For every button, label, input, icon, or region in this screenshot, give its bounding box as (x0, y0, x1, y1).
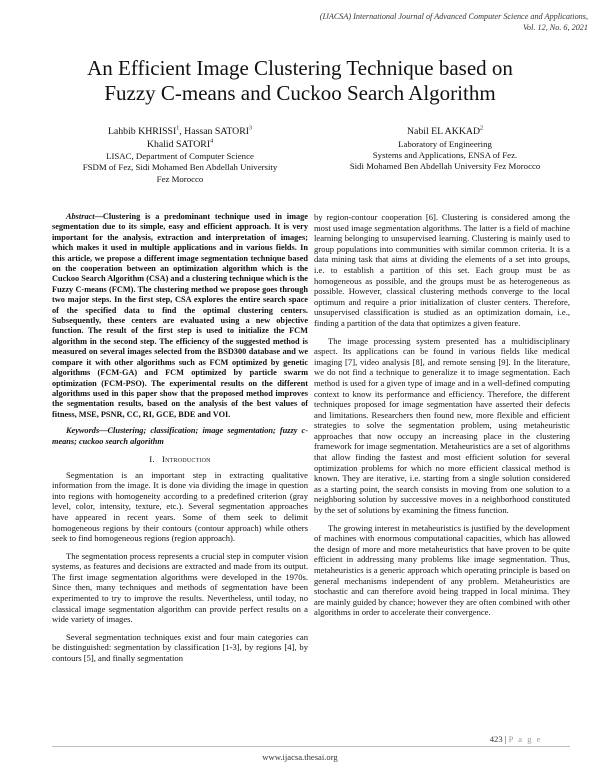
affiliation-line: Laboratory of Engineering (398, 138, 492, 149)
left-column (52, 212, 308, 671)
paper-title (30, 56, 570, 106)
paragraph: The segmentation process represents a crucial step in computer vision systems, as features and decisions are extracted and made from its output. The first image segmentation algorithms were developed in the 1970s. Since then, many techniques and methods of segmentation have been experimented to try to improve the results. Nevertheless, until today, no classical image segmentation algorithm can provide perfect results on a wide variety of images. (52, 550, 308, 625)
author-name: Nabil EL AKKAD (406, 126, 481, 137)
affiliation-line: Systems and Applications, ENSA of Fez. (372, 149, 518, 160)
paragraph: Several segmentation techniques exist and four main categories can be distinguished: segmentation by classification [1-3], by regions [4], by contours [5], and finally segmentation (52, 631, 308, 664)
abstract-label: Abstract (66, 212, 95, 221)
affiliation-line: LISAC, Department of Computer Science (106, 151, 254, 161)
section-title: Introduction (162, 453, 211, 464)
affiliation-line: FSDM of Fez, Sidi Mohamed Ben Abdellah University (82, 162, 278, 173)
author-sup: 4 (210, 138, 214, 145)
author-line (320, 126, 570, 139)
author-sup: 1 (176, 125, 180, 132)
author-line-1 (52, 126, 308, 139)
author-name: , Hassan SATORI (179, 126, 250, 137)
keywords: Keywords—Clustering; classification; image segmentation; fuzzy c-means; cuckoo search algorithm (52, 426, 308, 446)
page-word: P a g e (508, 734, 542, 744)
page-number-value: 423 (489, 734, 503, 744)
journal-volume: Vol. 12, No. 6, 2021 (522, 22, 588, 32)
title-line-2: Fuzzy C-means and Cuckoo Search Algorithm (104, 81, 496, 105)
author-name: Lahbib KHRISSI (107, 126, 177, 137)
page-sep: | (502, 734, 509, 744)
affiliation-line: Fez Morocco (156, 173, 204, 184)
footer-divider (52, 746, 570, 747)
paragraph: The image processing system presented has a multidisciplinary aspect. Its applications can be found in various fields like medical imaging [7], video analysis [8], and remote sensing [9]. In the literature, we do not find a technique to generalize it to image segmentation. Each method is used for a given type of image and in a well-defined computing context to know its performance and efficiency. Therefore, the different techniques proposed for image segmentation have asserted their defects and limitations. Researchers then found new, more flexible and efficient strategies to solve the segmentation problem, using metaheuristic approaches that now occupy an increasing place in the clustering framework for image segmentation. Metaheuristics are a set of algorithms that allow finding the fastest and most efficient solution for several optimization problems for which no more efficient classical method is known. They are iterative, i.e. starting from a single solution considered as a starting point, the search consists in moving from one solution to a neighboring solution by successive moves in a neighborhood constituted by the set of solutions by examining the fitness function. (314, 335, 570, 516)
abstract-text: —Clustering is a predominant technique used in image segmentation due to its simple, easy and efficient approach. It is very important for the analysis, extraction and interpretation of images; which makes it used in multiple applications and in various fields. In this article, we propose a different image segmentation technique based on the cooperation between an optimization algorithm which is the Cuckoo Search Algorithm (CSA) and a clustering technique which is the Fuzzy C-means (FCM). The clustering method we propose goes through two major steps. In the first step, CSA explores the entire search space of the specified data to find the optimal clustering centers. Subsequently, these centers are evaluated using a new objective function. The result of the first step is used to initialize the FCM algorithm in the second step. The efficiency of the suggested method is measured on several images selected from the BSD300 database and we compare it with other algorithms such as FCM optimized by genetic algorithms (FCM-GA) and FCM optimized by particle swarm optimization (FCM-PSO). The experimental results on the different algorithms used in this paper show that the proposed method improves the segmentation results, based on the analysis of the best values of fitness, MSE, PSNR, CC, RI, GCE, BDE and VOI. (52, 212, 308, 419)
right-column (314, 212, 570, 625)
running-header (320, 12, 588, 33)
page-number (490, 734, 542, 744)
author-sup: 2 (480, 125, 484, 132)
affiliation-line: Sidi Mohamed Ben Abdellah University Fez Morocco (349, 161, 541, 172)
footer-url[interactable]: www.ijacsa.thesai.org (262, 752, 338, 762)
section-number: I. (149, 453, 155, 464)
author-sup: 3 (249, 125, 253, 132)
abstract (52, 212, 308, 420)
paragraph: by region-contour cooperation [6]. Clustering is considered among the most used image segmentation algorithms. The latter is a field of machine learning belonging to unsupervised learning. Clustering is mainly used to group populations into communities with similar common criteria. It is a data mining task that aims at dividing the elements of a set into groups, i.e. to establish a partition of this set. Each group must be as homogeneous as possible, and the groups must be as heterogeneous as possible. However, classical clustering methods converge to the local optimum and require a prior initialization of cluster centers. Therefore, unsupervised classification is studied as an optimization domain, i.e., finding a partition of the data that optimizes a given feature. (314, 212, 570, 328)
journal-name: (IJACSA) International Journal of Advanced Computer Science and Applications, (319, 12, 588, 21)
title-line-1: An Efficient Image Clustering Technique based on (87, 56, 513, 80)
paragraph: The growing interest in metaheuristics is justified by the development of machines with enormous computational capacities, which has allowed the design of more and more metaheuristics that have proven to be quite efficient in addressing many problems like image segmentation. Thus, metaheuristics is a generic approach which operating principle is based on general mechanisms independent of any problem. Metaheuristics are stochastic and can therefore avoid being trapped in local minima. They are mainly guided by chance; however they are often combined with other algorithms in order to accelerate their convergence. (314, 522, 570, 618)
paragraph: Segmentation is an important step in extracting qualitative information from the image. It is done via dividing the image in question into regions with homogeneity according to a predefined criterion (gray level, color, intensity, texture, etc.). Several segmentation approaches have appeared in recent years. Some of them seek to delimit homogeneous regions by their contours (contour approach) while others seek to find homogeneous regions (region approach). (52, 469, 308, 544)
author-name: Khalid SATORI (146, 138, 211, 150)
author-block-left (52, 126, 308, 185)
section-heading (52, 454, 308, 465)
author-block-right (320, 126, 570, 172)
author-line-2 (52, 139, 308, 152)
